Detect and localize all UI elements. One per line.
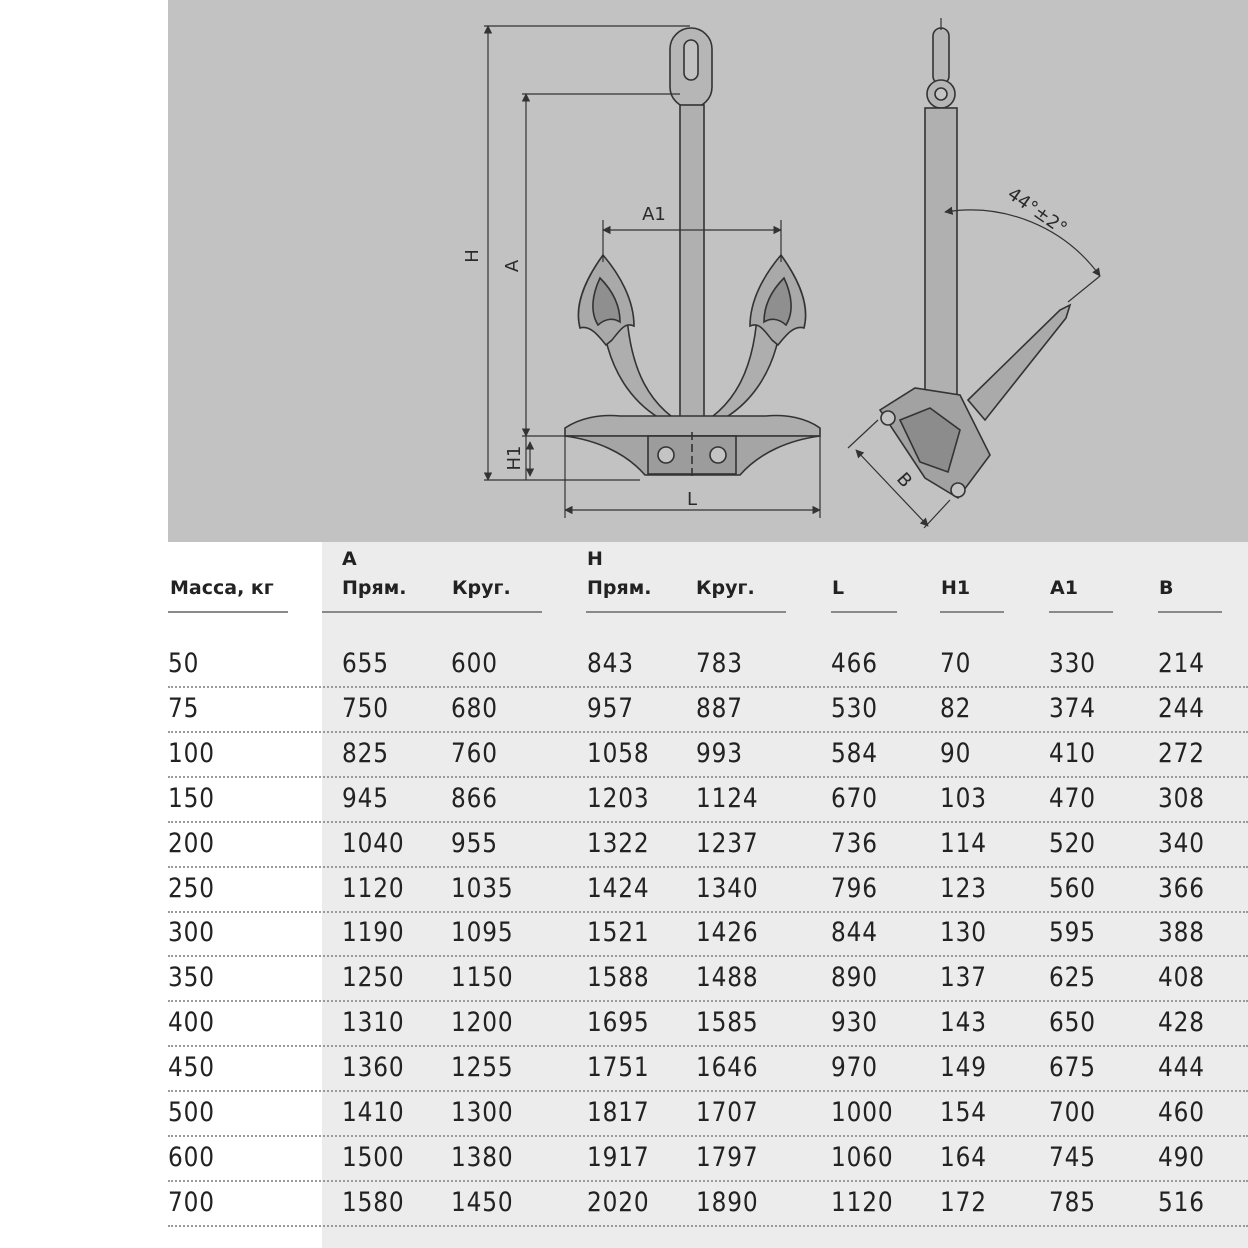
cell-h-straight: 1521 <box>587 917 650 948</box>
cell-h-round: 1488 <box>696 962 759 993</box>
cell-h-round: 1646 <box>696 1052 759 1083</box>
cell-a-round: 1035 <box>451 873 514 904</box>
cell-mass: 250 <box>168 873 215 904</box>
cell-a-straight: 1410 <box>342 1097 405 1128</box>
cell-b: 214 <box>1158 648 1205 679</box>
cell-a1: 650 <box>1049 1007 1096 1038</box>
header-a-round: Круг. <box>452 577 511 599</box>
table-row <box>168 866 1248 911</box>
cell-h1: 149 <box>940 1052 987 1083</box>
label-h1: H1 <box>504 445 525 471</box>
cell-b: 408 <box>1158 962 1205 993</box>
cell-h-round: 1237 <box>696 828 759 859</box>
cell-a-straight: 825 <box>342 738 389 769</box>
cell-l: 736 <box>831 828 878 859</box>
cell-mass: 200 <box>168 828 215 859</box>
cell-b: 490 <box>1158 1142 1205 1173</box>
cell-a-straight: 1040 <box>342 828 405 859</box>
cell-h-straight: 1588 <box>587 962 650 993</box>
anchor-drawing-panel <box>168 0 1248 542</box>
cell-a1: 625 <box>1049 962 1096 993</box>
cell-h1: 164 <box>940 1142 987 1173</box>
cell-l: 1060 <box>831 1142 894 1173</box>
label-l: L <box>686 489 698 510</box>
cell-b: 366 <box>1158 873 1205 904</box>
header-h1: H1 <box>941 577 971 599</box>
cell-a-straight: 1310 <box>342 1007 405 1038</box>
cell-b: 516 <box>1158 1187 1205 1218</box>
cell-h-straight: 1424 <box>587 873 650 904</box>
header-l: L <box>832 577 845 599</box>
cell-h-straight: 843 <box>587 648 634 679</box>
cell-l: 530 <box>831 693 878 724</box>
cell-a-straight: 750 <box>342 693 389 724</box>
label-h: H <box>462 249 483 263</box>
cell-a1: 595 <box>1049 917 1096 948</box>
header-rule-a <box>322 611 542 613</box>
cell-a-straight: 1120 <box>342 873 405 904</box>
cell-h1: 130 <box>940 917 987 948</box>
header-rule-b <box>1158 611 1222 613</box>
cell-a-straight: 1250 <box>342 962 405 993</box>
label-a1: A1 <box>642 204 666 225</box>
table-row <box>168 1135 1248 1180</box>
table-row <box>168 910 1248 955</box>
cell-a1: 700 <box>1049 1097 1096 1128</box>
cell-a-round: 600 <box>451 648 498 679</box>
header-rule-l <box>831 611 897 613</box>
cell-h-round: 1585 <box>696 1007 759 1038</box>
row-separator <box>168 1225 1248 1227</box>
table-row <box>168 776 1248 821</box>
cell-h1: 137 <box>940 962 987 993</box>
cell-h1: 70 <box>940 648 972 679</box>
cell-mass: 150 <box>168 783 215 814</box>
cell-h1: 114 <box>940 828 987 859</box>
cell-a-round: 1300 <box>451 1097 514 1128</box>
cell-a1: 560 <box>1049 873 1096 904</box>
anchor-technical-drawing <box>168 0 1248 542</box>
cell-a-round: 1255 <box>451 1052 514 1083</box>
cell-a1: 675 <box>1049 1052 1096 1083</box>
cell-a1: 520 <box>1049 828 1096 859</box>
cell-mass: 500 <box>168 1097 215 1128</box>
cell-a1: 745 <box>1049 1142 1096 1173</box>
cell-b: 308 <box>1158 783 1205 814</box>
cell-l: 844 <box>831 917 878 948</box>
header-a-straight: Прям. <box>342 577 407 599</box>
header-h-round: Круг. <box>696 577 755 599</box>
cell-a-straight: 1190 <box>342 917 405 948</box>
cell-h-round: 887 <box>696 693 743 724</box>
cell-mass: 700 <box>168 1187 215 1218</box>
table-row <box>168 686 1248 731</box>
cell-h-straight: 1322 <box>587 828 650 859</box>
label-a: A <box>502 259 523 273</box>
table-row <box>168 1180 1248 1225</box>
anchor-side-view <box>880 28 1070 498</box>
table-row <box>168 821 1248 866</box>
cell-b: 444 <box>1158 1052 1205 1083</box>
cell-mass: 50 <box>168 648 200 679</box>
cell-l: 466 <box>831 648 878 679</box>
table-row <box>168 641 1248 686</box>
cell-h-straight: 1695 <box>587 1007 650 1038</box>
cell-l: 670 <box>831 783 878 814</box>
cell-a-round: 1150 <box>451 962 514 993</box>
cell-a-round: 1200 <box>451 1007 514 1038</box>
cell-h1: 82 <box>940 693 972 724</box>
cell-a-straight: 655 <box>342 648 389 679</box>
header-mass: Масса, кг <box>170 577 274 599</box>
cell-h1: 172 <box>940 1187 987 1218</box>
cell-l: 584 <box>831 738 878 769</box>
header-rule-h <box>586 611 786 613</box>
cell-a1: 374 <box>1049 693 1096 724</box>
header-rule-mass <box>168 611 288 613</box>
cell-b: 272 <box>1158 738 1205 769</box>
header-h-group: H <box>587 548 603 570</box>
cell-a-straight: 1500 <box>342 1142 405 1173</box>
cell-a-round: 1450 <box>451 1187 514 1218</box>
cell-mass: 400 <box>168 1007 215 1038</box>
cell-mass: 600 <box>168 1142 215 1173</box>
cell-h-round: 783 <box>696 648 743 679</box>
cell-a1: 330 <box>1049 648 1096 679</box>
cell-h-round: 1340 <box>696 873 759 904</box>
cell-l: 1000 <box>831 1097 894 1128</box>
cell-h-round: 1707 <box>696 1097 759 1128</box>
header-b: B <box>1159 577 1174 599</box>
cell-b: 244 <box>1158 693 1205 724</box>
cell-mass: 450 <box>168 1052 215 1083</box>
cell-b: 428 <box>1158 1007 1205 1038</box>
cell-a-straight: 1360 <box>342 1052 405 1083</box>
cell-a-round: 866 <box>451 783 498 814</box>
cell-h-straight: 1203 <box>587 783 650 814</box>
cell-mass: 350 <box>168 962 215 993</box>
table-row <box>168 955 1248 1000</box>
cell-mass: 300 <box>168 917 215 948</box>
cell-h-straight: 957 <box>587 693 634 724</box>
cell-b: 340 <box>1158 828 1205 859</box>
cell-a-straight: 945 <box>342 783 389 814</box>
cell-a1: 410 <box>1049 738 1096 769</box>
cell-h-round: 1890 <box>696 1187 759 1218</box>
table-row <box>168 1000 1248 1045</box>
cell-a-round: 760 <box>451 738 498 769</box>
cell-h-straight: 1917 <box>587 1142 650 1173</box>
cell-a-round: 1095 <box>451 917 514 948</box>
header-a1: A1 <box>1050 577 1078 599</box>
label-angle: 44°±2° <box>1003 183 1071 240</box>
table-row <box>168 1045 1248 1090</box>
table-row <box>168 1090 1248 1135</box>
cell-a-round: 1380 <box>451 1142 514 1173</box>
cell-h1: 154 <box>940 1097 987 1128</box>
cell-l: 796 <box>831 873 878 904</box>
cell-h-round: 993 <box>696 738 743 769</box>
header-h-straight: Прям. <box>587 577 652 599</box>
cell-b: 460 <box>1158 1097 1205 1128</box>
table-row <box>168 731 1248 776</box>
cell-b: 388 <box>1158 917 1205 948</box>
cell-l: 970 <box>831 1052 878 1083</box>
cell-h-straight: 1058 <box>587 738 650 769</box>
cell-h-round: 1426 <box>696 917 759 948</box>
cell-mass: 100 <box>168 738 215 769</box>
cell-h-straight: 2020 <box>587 1187 650 1218</box>
cell-a-straight: 1580 <box>342 1187 405 1218</box>
cell-a-round: 955 <box>451 828 498 859</box>
cell-l: 890 <box>831 962 878 993</box>
cell-mass: 75 <box>168 693 200 724</box>
label-b: B <box>892 468 917 492</box>
cell-h1: 143 <box>940 1007 987 1038</box>
cell-h-round: 1124 <box>696 783 759 814</box>
cell-h1: 90 <box>940 738 972 769</box>
header-rule-a1 <box>1049 611 1113 613</box>
cell-h1: 123 <box>940 873 987 904</box>
cell-l: 930 <box>831 1007 878 1038</box>
cell-l: 1120 <box>831 1187 894 1218</box>
header-a-group: A <box>342 548 357 570</box>
cell-h1: 103 <box>940 783 987 814</box>
cell-h-round: 1797 <box>696 1142 759 1173</box>
header-rule-h1 <box>940 611 1004 613</box>
cell-a-round: 680 <box>451 693 498 724</box>
cell-h-straight: 1817 <box>587 1097 650 1128</box>
cell-a1: 470 <box>1049 783 1096 814</box>
cell-h-straight: 1751 <box>587 1052 650 1083</box>
cell-a1: 785 <box>1049 1187 1096 1218</box>
